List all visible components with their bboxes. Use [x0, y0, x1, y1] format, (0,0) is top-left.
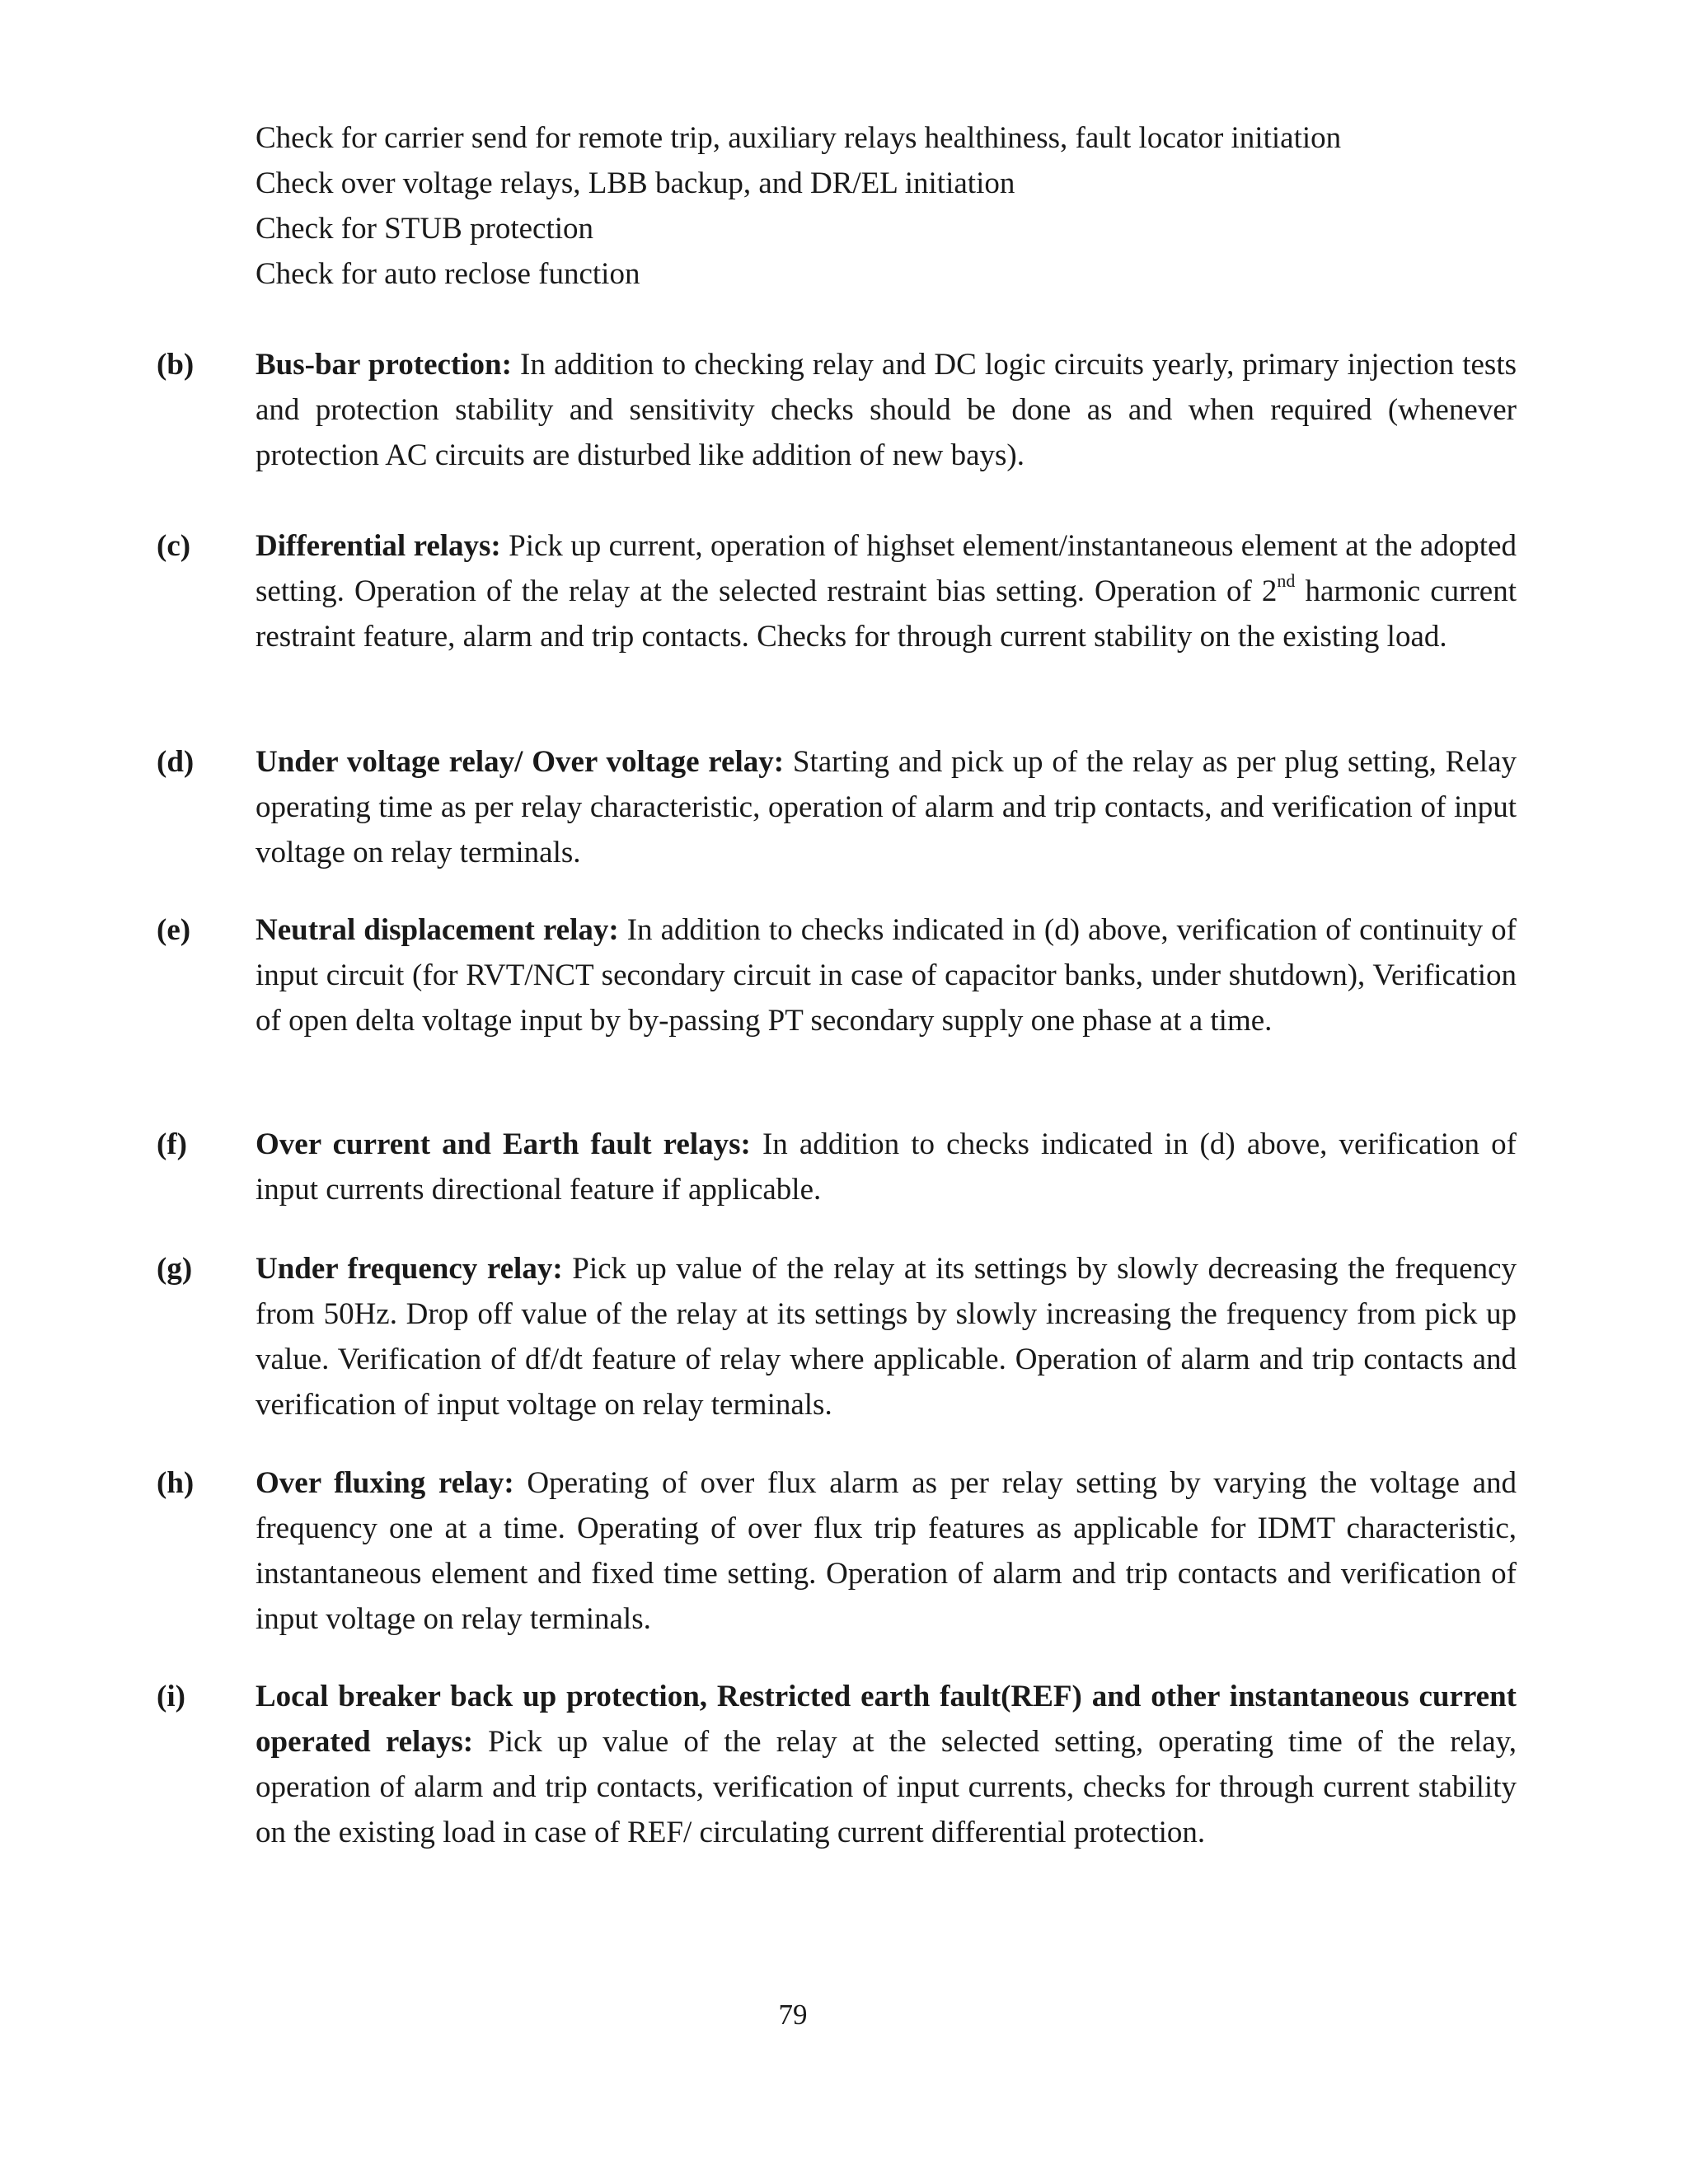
- item-text: harmonic current restraint feature, alarm and trip contacts. Checks for through current stability on the existing load.: [256, 574, 1517, 654]
- item-text: Pick up value of the relay at its settings by slowly decreasing the frequency from 50Hz. Drop off value of the relay at its settings by slowly increasing the frequency from pick up value. Verification of df/dt feature of relay where applicable. Operation of alarm and trip contacts and verification of input voltage on relay terminals.: [256, 1252, 1517, 1422]
- item-text: In addition to checking relay and DC logic circuits yearly, primary injection tests and protection stability and sensitivity checks should be done as and when required (whenever protection AC circuits are disturbed like addition of new bays).: [256, 348, 1517, 472]
- item-label: (c): [157, 529, 191, 563]
- item-body: [256, 1674, 1517, 1855]
- page-number: 79: [778, 1999, 808, 2031]
- item-text: Pick up value of the relay at the selected setting, operating time of the relay, operation of alarm and trip contacts, verification of input currents, checks for through current stability on the existing load in case of REF/ circulating current differential protection.: [256, 1725, 1517, 1849]
- item-title: Neutral displacement relay:: [256, 913, 619, 947]
- item-label: (d): [157, 745, 195, 779]
- item-text: Operating of over flux alarm as per relay setting by varying the voltage and frequency one at a time. Operating of over flux trip features as applicable for IDMT characteristic, instantaneous element and fixed time setting. Operation of alarm and trip contacts and verification of input voltage on relay terminals.: [256, 1466, 1517, 1636]
- item-label: (b): [157, 348, 195, 382]
- item-title: Bus-bar protection:: [256, 348, 512, 382]
- item-body: [256, 739, 1517, 875]
- item-text: In addition to checks indicated in (d) above, verification of input currents directional feature if applicable.: [256, 1127, 1517, 1207]
- item-text: Starting and pick up of the relay as per plug setting, Relay operating time as per relay characteristic, operation of alarm and trip contacts, and verification of input voltage on relay terminals.: [256, 745, 1517, 869]
- item-text: Pick up current, operation of highset element/instantaneous element at the adopted setting. Operation of the relay at the selected restraint bias setting. Operation of 2: [256, 529, 1517, 608]
- item-label: (f): [157, 1127, 187, 1161]
- item-body: [256, 1122, 1517, 1212]
- item-label: (e): [157, 913, 191, 947]
- item-label: (h): [157, 1466, 195, 1500]
- item-title: Over fluxing relay:: [256, 1466, 514, 1500]
- intro-line: Check for STUB protection: [256, 212, 593, 246]
- superscript: nd: [1277, 569, 1296, 591]
- item-body: [256, 1246, 1517, 1427]
- item-body: [256, 523, 1517, 659]
- item-title: Under voltage relay/ Over voltage relay:: [256, 745, 785, 779]
- item-title: Under frequency relay:: [256, 1252, 563, 1286]
- intro-line: Check for auto reclose function: [256, 257, 640, 291]
- item-title: Over current and Earth fault relays:: [256, 1127, 751, 1161]
- item-body: [256, 342, 1517, 478]
- intro-checklist: [256, 115, 1517, 297]
- intro-line: Check for carrier send for remote trip, auxiliary relays healthiness, fault locator initiation: [256, 121, 1342, 155]
- item-text: In addition to checks indicated in (d) above, verification of continuity of input circuit (for RVT/NCT secondary circuit in case of capacitor banks, under shutdown), Verification of open delta voltage input by by-passing PT secondary supply one phase at a time.: [256, 913, 1517, 1038]
- item-label: (g): [157, 1252, 193, 1286]
- item-title: Local breaker back up protection, Restricted earth fault(REF) and other instantaneous current operated relays:: [256, 1680, 1517, 1759]
- item-body: [256, 1460, 1517, 1642]
- item-label: (i): [157, 1680, 185, 1713]
- item-body: [256, 907, 1517, 1043]
- item-title: Differential relays:: [256, 529, 501, 563]
- intro-line: Check over voltage relays, LBB backup, and DR/EL initiation: [256, 166, 1015, 200]
